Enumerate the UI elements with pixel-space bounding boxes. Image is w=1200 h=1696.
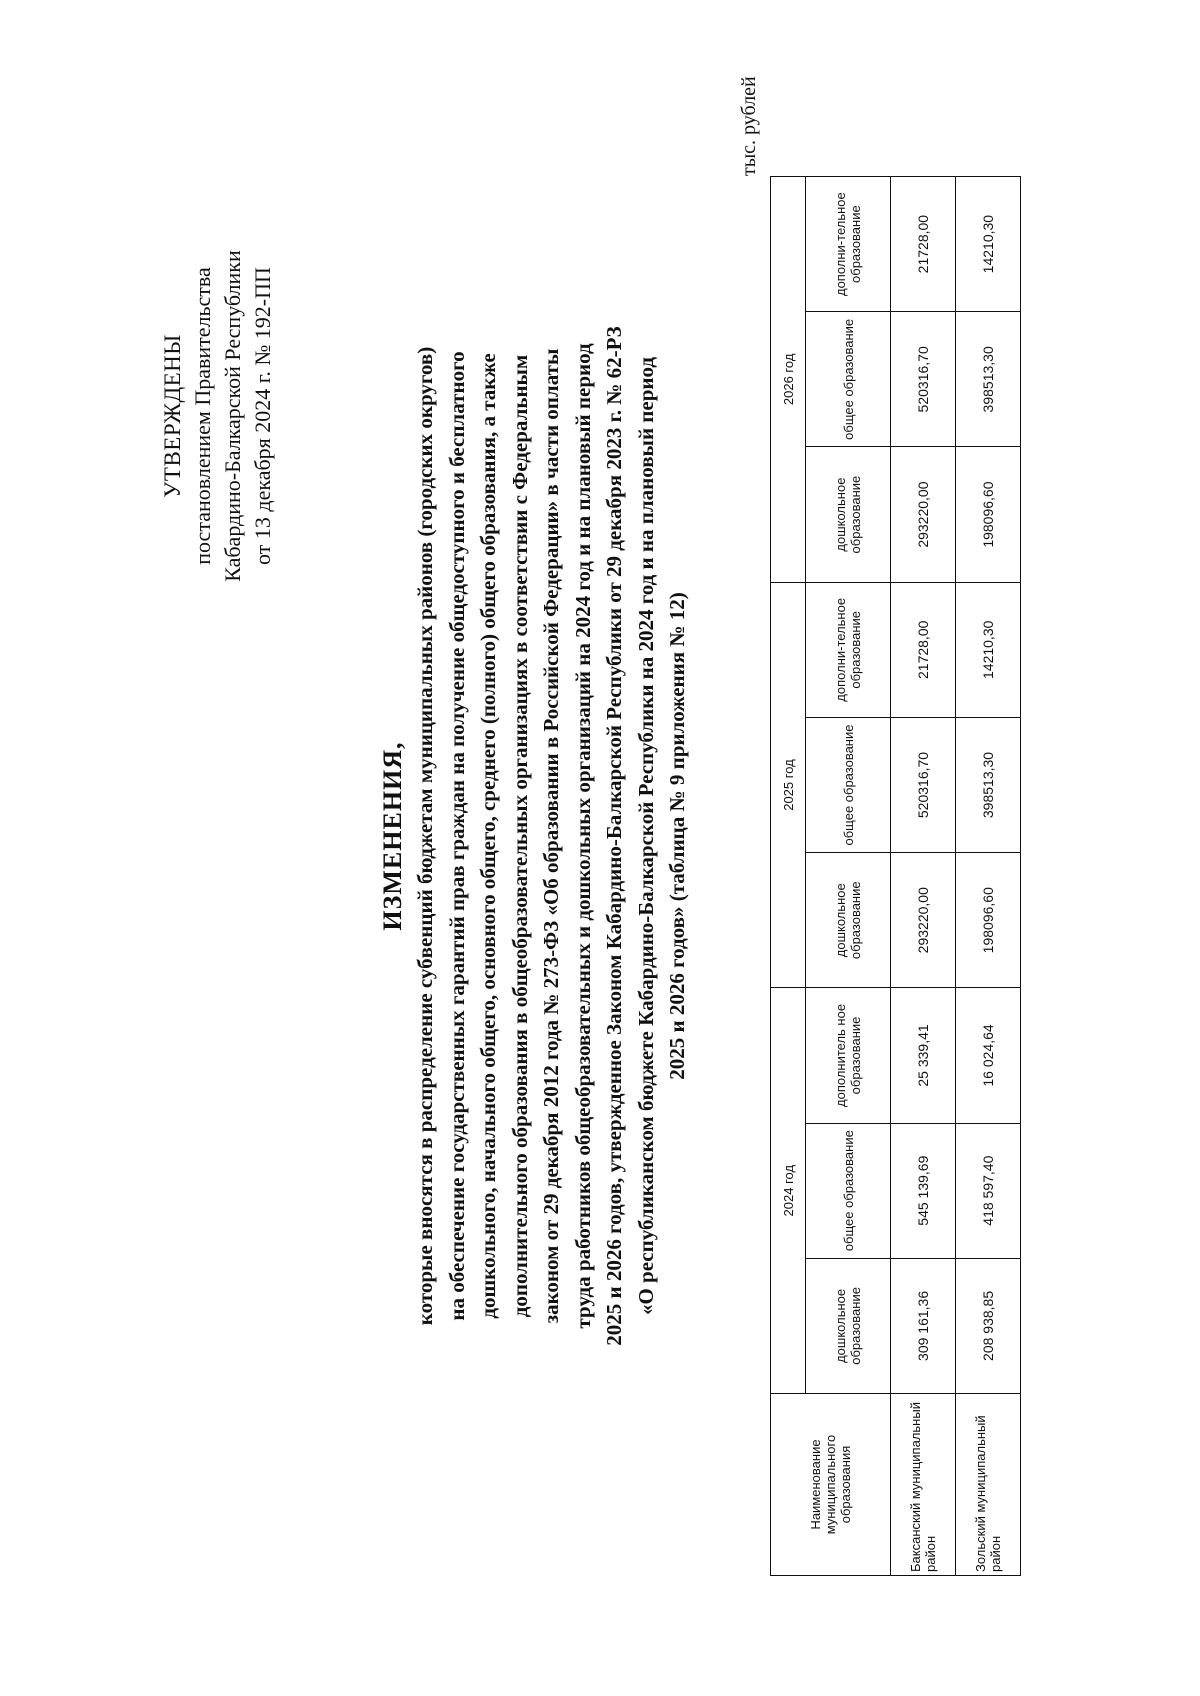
table-cell: 398513,30: [956, 312, 1021, 447]
municipality-name: Зольский муниципальный район: [956, 1394, 1021, 1576]
column-subheader: общее образование: [806, 312, 891, 447]
name-column-header: Наименование муниципального образования: [771, 1394, 891, 1576]
table-cell: 25 339,41: [891, 988, 956, 1123]
units-label: тыс. рублей: [738, 76, 760, 176]
column-subheader: дошкольное образование: [806, 853, 891, 988]
table-cell: 16 024,64: [956, 988, 1021, 1123]
approval-line: Кабардино-Балкарской Республики: [220, 250, 245, 582]
body-line: которые вносятся в распределение субвенций бюджетам муниципальных районов (городских округов): [413, 346, 437, 1326]
column-subheader: общее образование: [806, 1123, 891, 1258]
municipality-name: Баксанский муниципальный район: [891, 1394, 956, 1576]
column-subheader: дополнитель ное образование: [806, 988, 891, 1123]
document-body: [410, 216, 694, 1456]
table-cell: 520316,70: [891, 717, 956, 852]
column-subheader: дошкольное образование: [806, 1258, 891, 1393]
column-subheader: общее образование: [806, 717, 891, 852]
table-cell: 293220,00: [891, 853, 956, 988]
table-cell: 14210,30: [956, 582, 1021, 717]
table-cell: 293220,00: [891, 447, 956, 582]
approval-line: от 13 декабря 2024 г. № 192-ПП: [250, 267, 275, 565]
approval-title: УТВЕРЖДЕНЫ: [160, 334, 185, 498]
table-row: [891, 177, 956, 1576]
document-title: ИЗМЕНЕНИЯ,: [378, 741, 407, 931]
table-row: [956, 177, 1021, 1576]
body-line: 2025 и 2026 годов» (таблица № 9 приложения № 12): [665, 592, 689, 1080]
year-header: 2025 год: [771, 582, 806, 988]
subsidy-table: [770, 176, 1021, 1576]
table-cell: 545 139,69: [891, 1123, 956, 1258]
year-header: 2026 год: [771, 177, 806, 583]
table-cell: 198096,60: [956, 447, 1021, 582]
body-line: дошкольного, начального общего, основного общего, среднего (полного) общего образования, а также: [476, 353, 500, 1319]
column-subheader: дополни-тельное образование: [806, 582, 891, 717]
table-cell: 520316,70: [891, 312, 956, 447]
body-line: труда работников общеобразовательных и дошкольных организаций на 2024 год и на плановый период: [570, 343, 595, 1329]
body-line: дополнительного образования в общеобразовательных организациях в соответствии с Федеральным: [507, 354, 532, 1318]
approval-block: [158, 136, 278, 696]
body-line: законом от 29 декабря 2012 года № 273-ФЗ «Об образовании в Российской Федерации» в части оплаты: [539, 348, 563, 1324]
table-cell: 309 161,36: [891, 1258, 956, 1393]
table-cell: 418 597,40: [956, 1123, 1021, 1258]
body-line: 2025 и 2026 годов, утвержденное Законом Кабардино-Балкарской Республики от 29 декабря 2023 г. № 62-РЗ: [602, 326, 626, 1346]
table-cell: 14210,30: [956, 177, 1021, 312]
body-line: «О республиканском бюджете Кабардино-Балкарской Республики на 2024 год и на плановый период: [633, 356, 658, 1316]
table-cell: 198096,60: [956, 853, 1021, 988]
column-subheader: дошкольное образование: [806, 447, 891, 582]
approval-line: постановлением Правительства: [190, 267, 215, 565]
table-cell: 21728,00: [891, 177, 956, 312]
body-line: на обеспечение государственных гарантий прав граждан на получение общедоступного и бесплатного: [444, 351, 469, 1321]
table-cell: 21728,00: [891, 582, 956, 717]
table-cell: 208 938,85: [956, 1258, 1021, 1393]
year-header: 2024 год: [771, 988, 806, 1394]
column-subheader: дополни-тельное образование: [806, 177, 891, 312]
table-cell: 398513,30: [956, 717, 1021, 852]
